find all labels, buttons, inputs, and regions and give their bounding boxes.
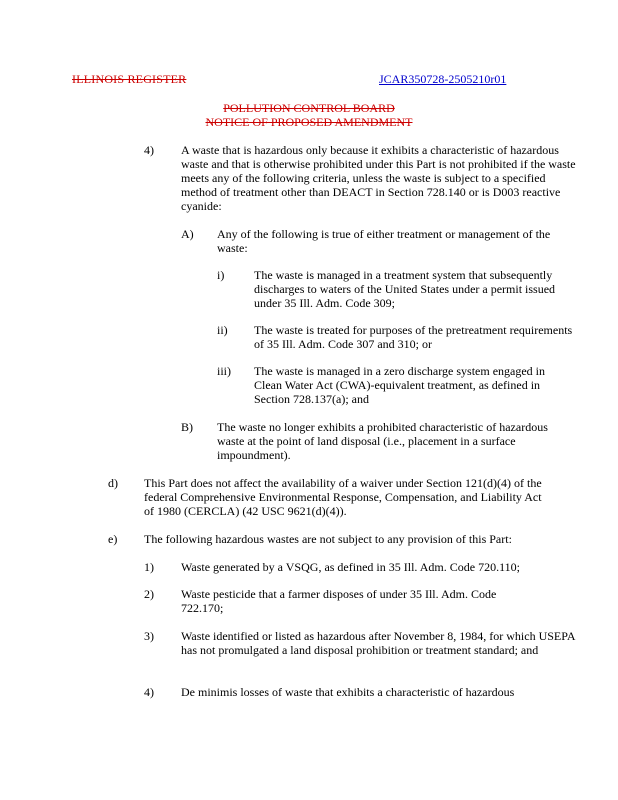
item-number: 4) [144, 143, 154, 157]
paragraph-text: Waste pesticide that a farmer disposes of under 35 Ill. Adm. Code 722.170; [181, 587, 497, 615]
paragraph-text: Any of the following is true of either treatment or management of the waste: [217, 227, 551, 255]
item-number: B) [181, 420, 193, 434]
paragraph-text: The following hazardous wastes are not subject to any provision of this Part: [144, 532, 512, 546]
item-number: 2) [144, 587, 154, 601]
paragraph-text: The waste is managed in a treatment system that subsequently discharges to waters of the United States under a permit issued under 35 Ill. Adm. Code 309; [254, 268, 556, 310]
register-heading: ILLINOIS REGISTER [72, 72, 187, 86]
board-heading: POLLUTION CONTROL BOARD [223, 101, 395, 115]
item-number: 3) [144, 629, 154, 643]
paragraph-text: The waste is managed in a zero discharge system engaged in Clean Water Act (CWA)-equivalent treatment, as defined in Section 728.137(a); and [254, 364, 546, 406]
paragraph-text: A waste that is hazardous only because it exhibits a characteristic of hazardous waste and that is otherwise prohibited under this Part is not prohibited if the waste meets any of the following criteria, unless the waste is subject to a specified method of treatment other than DEACT in Section 728.140 or is D003 reactive cyanide: [181, 143, 576, 213]
paragraph-text: The waste is treated for purposes of the pretreatment requirements of 35 Ill. Adm. Code 307 and 310; or [254, 323, 573, 351]
paragraph-text: The waste no longer exhibits a prohibited characteristic of hazardous waste at the point of land disposal (i.e., placement in a surface impoundment). [217, 420, 548, 462]
paragraph-text: This Part does not affect the availability of a waiver under Section 121(d)(4) of the federal Comprehensive Environmental Response, Compensation, and Liability Act of 1980 (CERCLA) (42 USC 9621(d)(4)). [144, 476, 542, 518]
document-code[interactable]: JCAR350728-2505210r01 [379, 72, 507, 86]
item-number: e) [108, 532, 118, 546]
paragraph-text: De minimis losses of waste that exhibits a characteristic of hazardous [181, 685, 515, 699]
paragraph-text: Waste generated by a VSQG, as defined in 35 Ill. Adm. Code 720.110; [181, 560, 520, 574]
item-number: i) [217, 268, 225, 282]
item-number: d) [108, 476, 118, 490]
notice-heading: NOTICE OF PROPOSED AMENDMENT [205, 115, 413, 129]
paragraph-text: Waste identified or listed as hazardous after November 8, 1984, for which USEPA has not promulgated a land disposal prohibition or treatment standard; and [181, 629, 575, 657]
item-number: iii) [217, 364, 231, 378]
item-number: 4) [144, 685, 154, 699]
item-number: 1) [144, 560, 154, 574]
item-number: ii) [217, 323, 228, 337]
item-number: A) [181, 227, 194, 241]
